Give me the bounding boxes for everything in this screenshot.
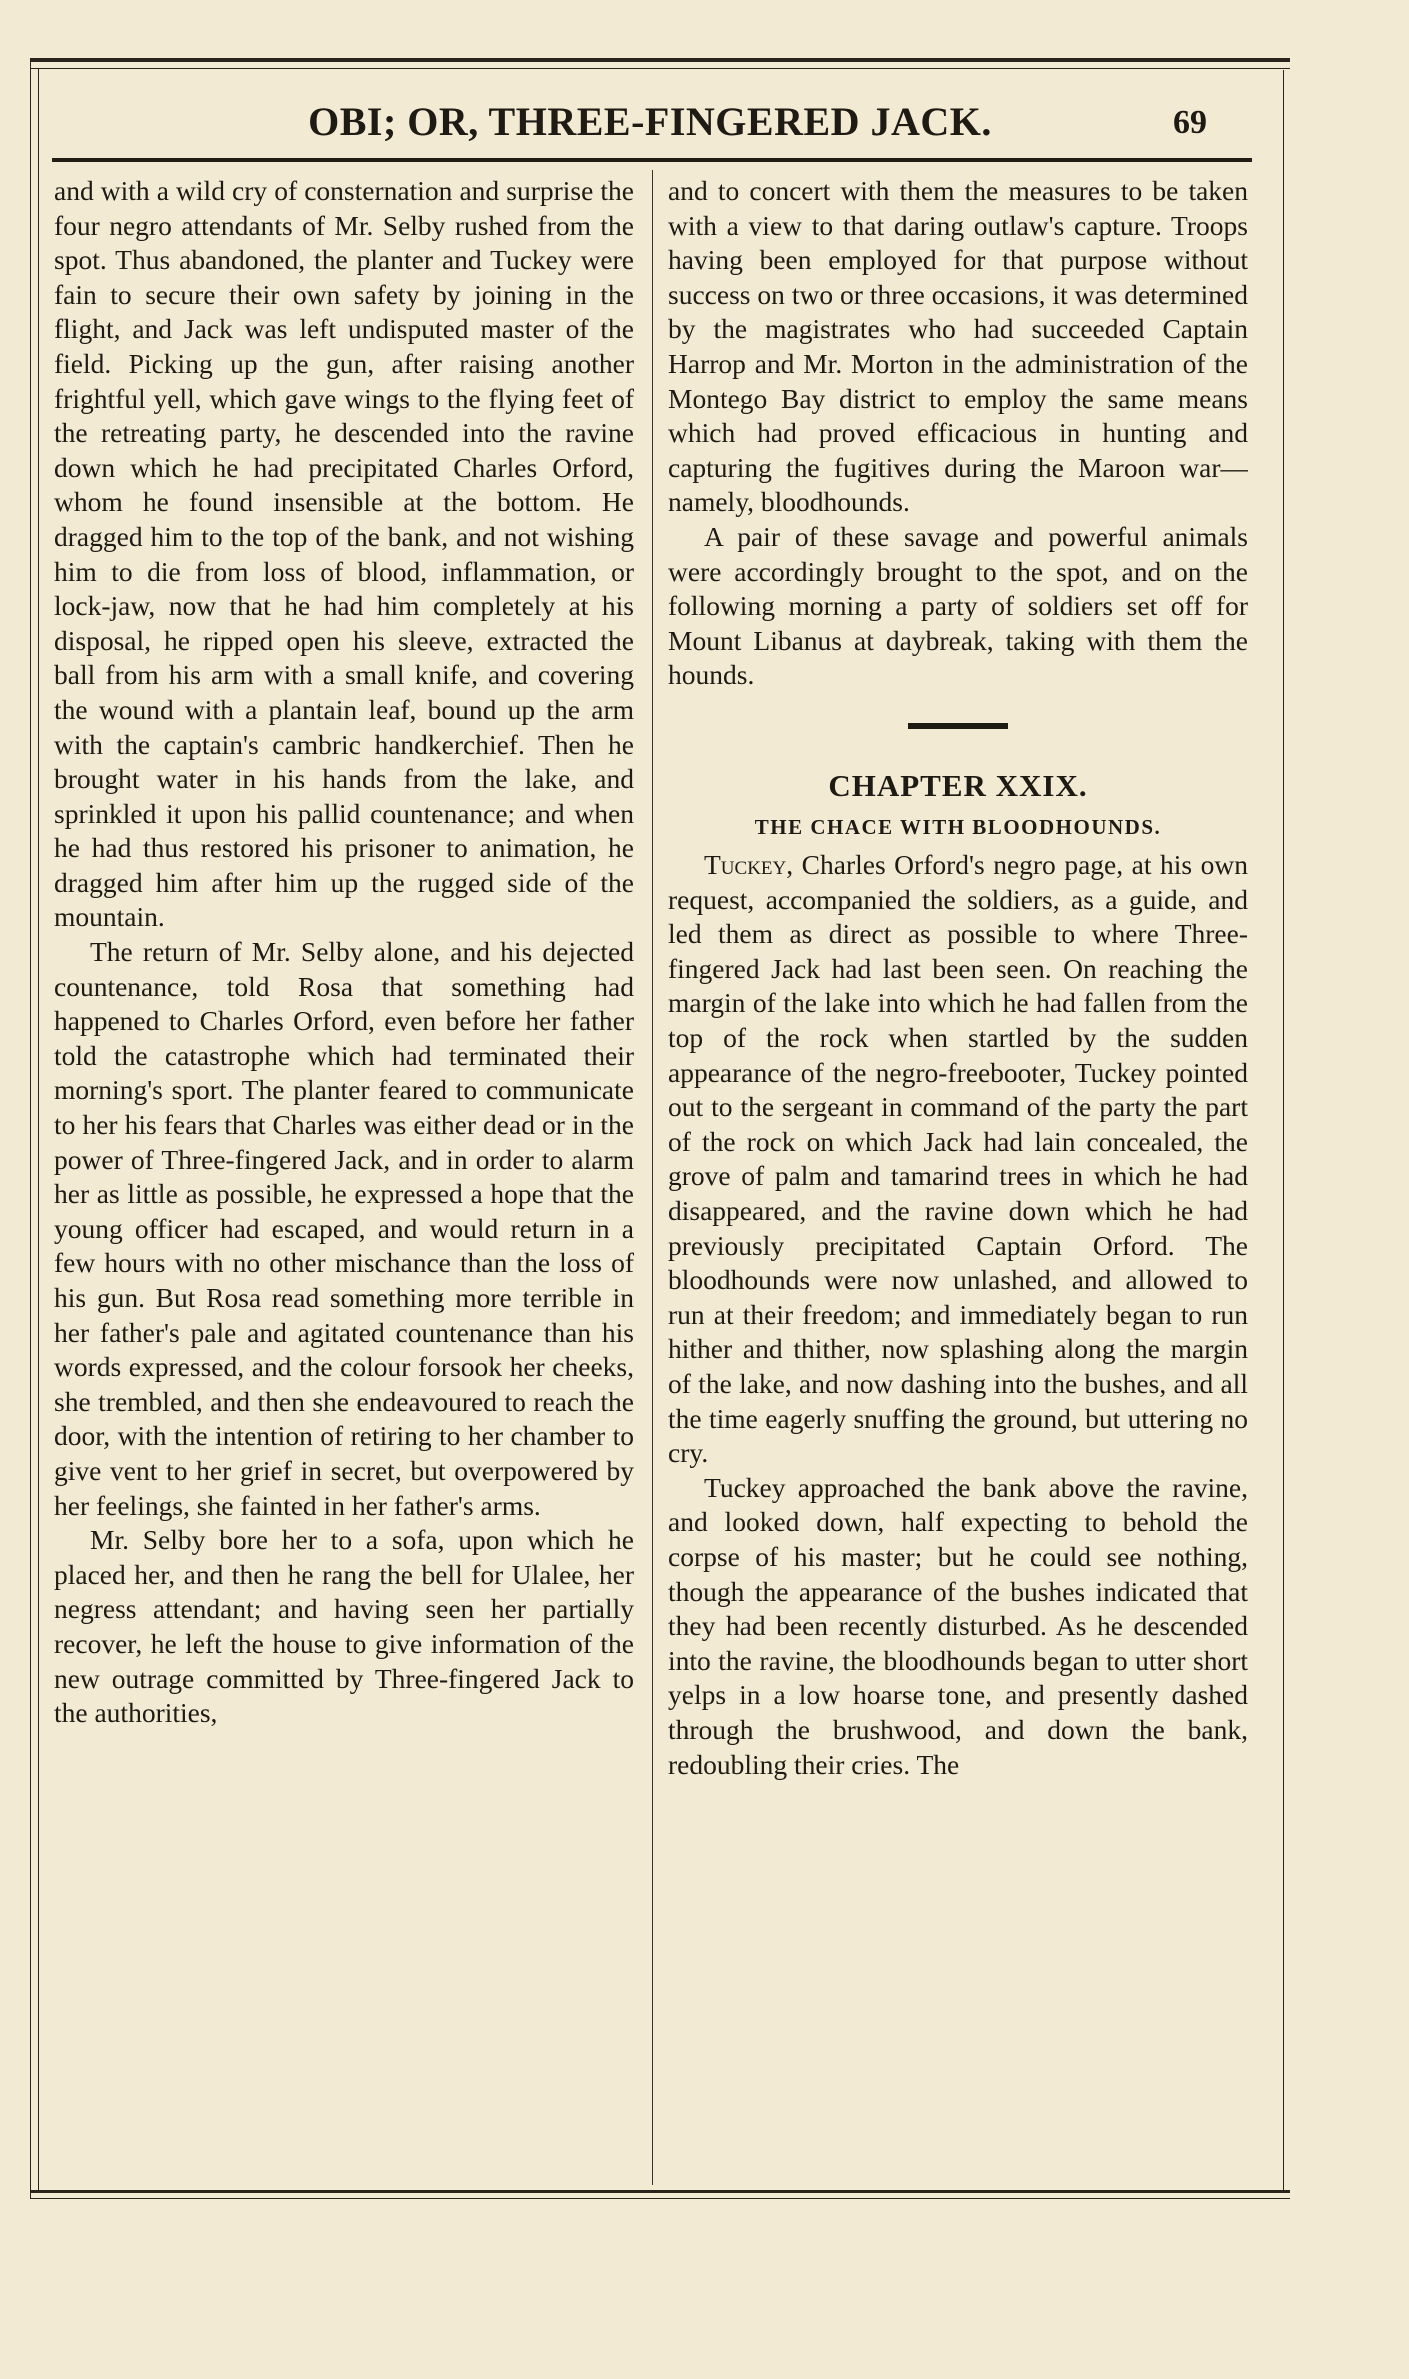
paragraph: Mr. Selby bore her to a sofa, upon which he placed her, and then he rang the bell for Ulalee, her negress attendant; and having seen her partially recover, he left the house to give information of the new outrage committed by Three-fingered Jack to the authorities, bbox=[54, 1524, 634, 1729]
frame-left-rule-inner bbox=[38, 68, 39, 2193]
running-title: OBI; OR, THREE-FINGERED JACK. bbox=[308, 99, 992, 144]
frame-bottom-rule-inner bbox=[30, 2198, 1290, 2199]
frame-right-rule bbox=[1283, 70, 1284, 2190]
paragraph: and with a wild cry of consternation and surprise the four negro attendants of Mr. Selby rushed from the spot. Thus abandoned, the planter and Tuckey were fain to secure their own safety by joining in the flight, and Jack was left undisputed master of the field. Picking up the gun, after raising another frightful yell, which gave wings to the flying feet of the retreating party, he descended into the ravine down which he had precipitated Charles Orford, whom he found insensible at the bottom. He dragged him to the top of the bank, and not wishing him to die from loss of blood, inflammation, or lock-jaw, now that he had him completely at his disposal, he ripped open his sleeve, extracted the ball from his arm with a small knife, and covering the wound with a plantain leaf, bound up the arm with the captain's cambric handkerchief. Then he brought water in his hands from the lake, and sprinkled it upon his pallid countenance; and when he had thus restored his prisoner to animation, he dragged him after him up the rugged side of the mountain. bbox=[54, 175, 634, 933]
paragraph-text: , Charles Orford's negro page, at his own request, accompanied the soldiers, as a guide, and led them as direct as possible to where Three-fingered Jack had last been seen. On reaching the margin of the lake into which he had fallen from the top of the rock when startled by the sudden appearance of the negro-freebooter, Tuckey pointed out to the sergeant in command of the party the part of the rock on which Jack had lain concealed, the grove of palm and tamarind trees in which he had disappeared, and the ravine down which he had previously precipitated Captain Orford. The bloodhounds were now unlashed, and allowed to run at their freedom; and immediately began to run hither and thither, now splashing along the margin of the lake, and now dashing into the bushes, and all the time eagerly snuffing the ground, but uttering no cry. bbox=[668, 849, 1248, 1469]
frame-top-rule bbox=[30, 58, 1290, 62]
left-column bbox=[54, 174, 634, 2184]
frame-left-rule bbox=[30, 58, 31, 2198]
frame-bottom-rule bbox=[30, 2190, 1290, 2193]
frame-top-rule-inner bbox=[30, 68, 1290, 69]
paragraph: A pair of these savage and powerful animals were accordingly brought to the spot, and on the following morning a party of soldiers set off for Mount Libanus at daybreak, taking with them the hounds. bbox=[668, 520, 1248, 691]
header-rule bbox=[52, 158, 1252, 162]
column-divider bbox=[652, 170, 653, 2185]
paragraph-lead-word: Tuckey bbox=[704, 849, 787, 881]
paragraph: The return of Mr. Selby alone, and his dejected countenance, told Rosa that something had happened to Charles Orford, even before her father told the catastrophe which had terminated their morning's sport. The planter feared to communicate to her his fears that Charles was either dead or in the power of Three-fingered Jack, and in order to alarm her as little as possible, he expressed a hope that the young officer had escaped, and would return in a few hours with no other mischance than the loss of his gun. But Rosa read something more terrible in her father's pale and agitated countenance than his words expressed, and the colour forsook her cheeks, she trembled, and then she endeavoured to reach the door, with the intention of retiring to her chamber to give vent to her grief in secret, but overpowered by her feelings, she fainted in her father's arms. bbox=[54, 936, 634, 1521]
page-number: 69 bbox=[1173, 104, 1207, 141]
section-divider bbox=[908, 723, 1008, 729]
chapter-subtitle: THE CHACE WITH BLOODHOUNDS. bbox=[754, 814, 1162, 839]
paragraph: Tuckey approached the bank above the ravine, and looked down, half expecting to behold the corpse of his master; but he could see nothing, though the appearance of the bushes indicated that they had been recently disturbed. As he descended into the ravine, the bloodhounds began to utter short yelps in a low hoarse tone, and presently dashed through the brushwood, and down the bank, redoubling their cries. The bbox=[668, 1471, 1248, 1780]
paragraph: and to concert with them the measures to be taken with a view to that daring outlaw's capture. Troops having been employed for that purpose without success on two or three occasions, it was determined by the magistrates who had succeeded Captain Harrop and Mr. Morton in the administration of the Montego Bay district to employ the same means which had proved efficacious in hunting and capturing the fugitives during the Maroon war—namely, bloodhounds. bbox=[668, 175, 1248, 518]
right-column bbox=[668, 174, 1248, 2184]
chapter-title: CHAPTER XXIX. bbox=[828, 767, 1088, 803]
chapter-opening-paragraph bbox=[668, 848, 1248, 1471]
